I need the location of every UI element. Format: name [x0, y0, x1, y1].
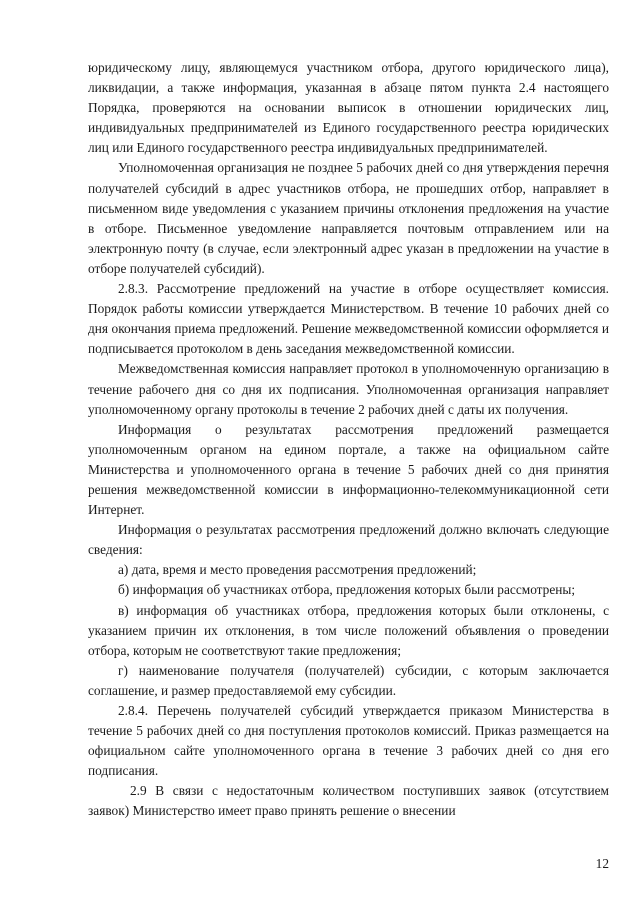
paragraph-notification: Уполномоченная организация не позднее 5 рабочих дней со дня утверждения перечня получателей субсидий в адрес участников отбора, не прошедших отбор, направляет в письменном виде уведомления с указанием причины отклонения предложения на участие в отборе. Письменное уведомление направляется почтовым отправлением или на электронную почту (в случае, если электронный адрес указан в предложении на участие в отборе получателей субсидий). [88, 160, 609, 276]
paragraph-2-8-3: 2.8.3. Рассмотрение предложений на участие в отборе осуществляет комиссия. Порядок работы комиссии утверждается Министерством. В течение 10 рабочих дней со дня окончания приема предложений. Решение межведомственной комиссии оформляется и подписывается протоколом в день заседания межведомственной комиссии. [88, 281, 609, 357]
list-item-v: в) информация об участниках отбора, предложения которых были отклонены, с указанием причин их отклонения, в том числе положений объявления о проведении отбора, которым не соответствуют такие предложения; [88, 602, 609, 658]
page-number: 12 [595, 856, 609, 871]
paragraph-2-9: 2.9 В связи с недостаточным количеством поступивших заявок (отсутствием заявок) Министерство имеет право принять решение о внесении [88, 783, 609, 819]
paragraph-2-8-4: 2.8.4. Перечень получателей субсидий утверждается приказом Министерства в течение 5 рабочих дней со дня поступления протоколов комиссий. Приказ размещается на официальном сайте уполномоченного органа в течение 3 рабочих дней со дня его подписания. [88, 703, 609, 779]
paragraph-continuation: юридическому лицу, являющемуся участником отбора, другого юридического лица), ликвидации, а также информация, указанная в абзаце пятом пункта 2.4 настоящего Порядка, проверяются на основании выписок в отношении юридических лиц, индивидуальных предпринимателей из Единого государственного реестра юридических лиц или Единого государственного реестра индивидуальных предпринимателей. [88, 60, 609, 156]
paragraph-results-publication: Информация о результатах рассмотрения предложений размещается уполномоченным органом на едином портале, а также на официальном сайте Министерства и уполномоченного органа в течение 5 рабочих дней со дня принятия решения межведомственной комиссии в информационно-телекоммуникационной сети Интернет. [88, 421, 609, 518]
list-item-g: г) наименование получателя (получателей) субсидии, с которым заключается соглашение, и размер предоставляемой ему субсидии. [88, 662, 609, 698]
document-body [88, 58, 609, 822]
list-item-b: б) информация об участниках отбора, предложения которых были рассмотрены; [118, 582, 576, 598]
list-item-a: а) дата, время и место проведения рассмотрения предложений; [118, 562, 477, 578]
paragraph-results-content: Информация о результатах рассмотрения предложений должно включать следующие сведения: [88, 522, 609, 558]
paragraph-commission-protocol: Межведомственная комиссия направляет протокол в уполномоченную организацию в течение рабочего дня со дня их подписания. Уполномоченная организация направляет уполномоченному органу протоколы в течение 2 рабочих дней с даты их получения. [88, 361, 609, 417]
